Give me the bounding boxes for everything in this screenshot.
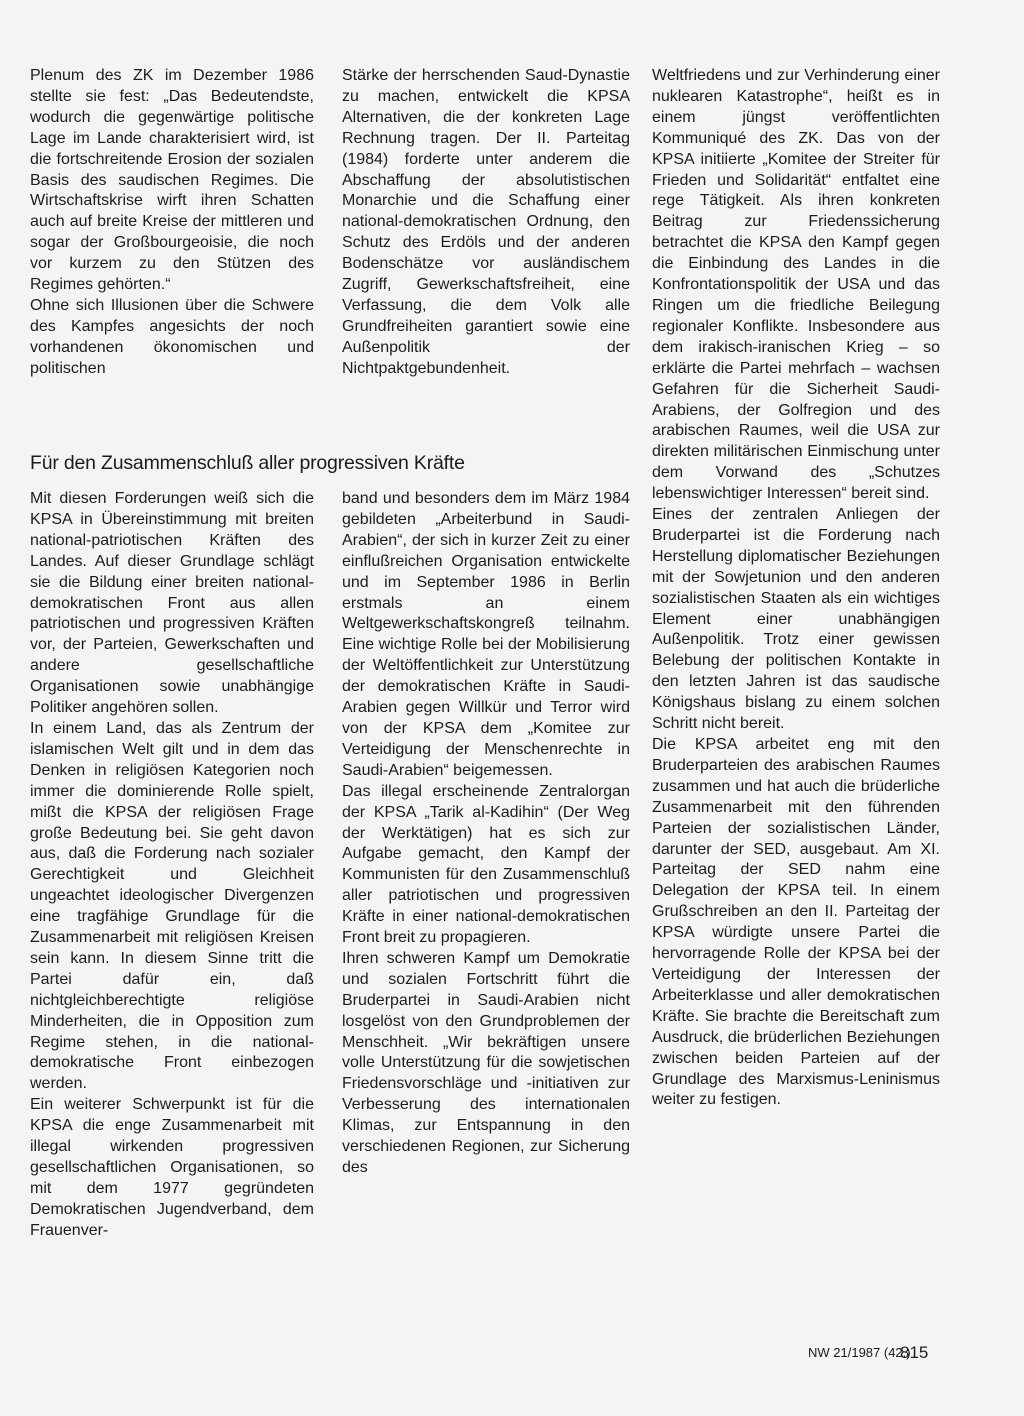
paragraph: Das illegal erscheinende Zentralorgan der KPSA „Tarik al-Kadihin“ (Der Weg der Werktätigen) hat es sich zur Aufgabe gemacht, den Kampf der Kommunisten für den Zusammenschluß aller patriotischen und progressiven Kräfte in einer national-demokratischen Front breit zu propagieren. (342, 782, 630, 947)
paragraph: band und besonders dem im März 1984 gebildeten „Arbeiterbund in Saudi-Arabien“, der sich in kurzer Zeit zu einer einflußreichen Organisation entwickelte und im September 1986 in Berlin erstmals an einem Weltgewerkschaftskongreß teilnahm. Eine wichtige Rolle bei der Mobilisierung der Weltöffentlichkeit zur Unterstützung der demokratischen Kräfte in Saudi-Arabien gegen Willkür und Terror wird von der KPSA dem „Komitee zur Verteidigung der Menschenrechte in Saudi-Arabien“ beigemessen. (342, 490, 630, 779)
paragraph: Mit diesen Forderungen weiß sich die KPSA in Übereinstimmung mit breiten national-patriotischen Kräften des Landes. Auf dieser Grundlage schlägt sie die Bildung einer breiten national-demokratischen Front aus allen patriotischen und progressiven Kräften vor, der Parteien, Gewerkschaften und andere gesellschaftliche Organisationen sowie unabhängige Politiker angehören sollen. (30, 490, 314, 717)
section-heading: Für den Zusammenschluß aller progressiven Kräfte (30, 452, 465, 474)
issue-reference: NW 21/1987 (42.) (808, 1345, 911, 1360)
paragraph: In einem Land, das als Zentrum der islamischen Welt gilt und in dem das Denken in religiösen Kategorien noch immer die dominierende Rolle spielt, mißt die KPSA der religiösen Frage große Bedeutung bei. Sie geht davon aus, daß die Forderung nach sozialer Gerechtigkeit und Gleichheit ungeachtet ideologischer Divergenzen eine tragfähige Grundlage für die Zusammenarbeit mit religiösen Kreisen sein kann. In diesem Sinne tritt die Partei dafür ein, daß nichtgleichberechtigte religiöse Minderheiten, die in Opposition zum Regime stehen, in die national-demokratische Front einbezogen werden. (30, 719, 314, 1093)
column-3 (652, 66, 940, 1111)
paragraph: Ein weiterer Schwerpunkt ist für die KPSA die enge Zusammenarbeit mit illegal wirkenden progressiven gesellschaftlichen Organisationen, so mit dem 1977 gegründeten Demokratischen Jugendverband, dem Frauenver- (30, 1096, 314, 1239)
paragraph: Stärke der herrschenden Saud-Dynastie zu machen, entwickelt die KPSA Alternativen, die der konkreten Lage Rechnung tragen. Der II. Parteitag (1984) forderte unter anderem die Abschaffung der absolutistischen Monarchie und die Schaffung einer national-demokratischen Ordnung, den Schutz des Erdöls und der anderen Bodenschätze vor ausländischem Zugriff, Gewerkschaftsfreiheit, eine Verfassung, die dem Volk alle Grundfreiheiten garantiert sowie eine Außenpolitik der Nichtpaktgebundenheit. (342, 67, 630, 377)
column-1-bottom (30, 489, 314, 1242)
paragraph: Die KPSA arbeitet eng mit den Bruderparteien des arabischen Raumes zusammen und hat auch die brüderliche Zusammenarbeit mit den führenden Parteien der sozialistischen Länder, darunter der SED, ausgebaut. Am XI. Parteitag der SED nahm eine Delegation der KPSA teil. In einem Grußschreiben an den II. Parteitag der KPSA würdigte unsere Partei die hervorragende Rolle der KPSA bei der Verteidigung der Interessen der Arbeiterklasse und aller demokratischen Kräfte. Sie brachte die Bereitschaft zum Ausdruck, die brüderlichen Beziehungen zwischen beiden Parteien auf der Grundlage des Marxismus-Leninismus weiter zu festigen. (652, 736, 940, 1109)
paragraph: Plenum des ZK im Dezember 1986 stellte sie fest: „Das Bedeutendste, wodurch die gegenwärtige politische Lage im Lande charakterisiert wird, ist die fortschreitende Erosion der sozialen Basis des saudischen Regimes. Die Wirtschaftskrise wirft ihren Schatten auch auf breite Kreise der mittleren und sogar der Großbourgeoisie, die noch vor kurzem zu den Stützen des Regimes gehörten.“ (30, 67, 314, 294)
column-2-top (342, 66, 630, 380)
paragraph: Ohne sich Illusionen über die Schwere des Kampfes angesichts der noch vorhandenen ökonomischen und politischen (30, 296, 314, 377)
column-2-bottom (342, 489, 630, 1179)
paragraph: Eines der zentralen Anliegen der Bruderpartei ist die Forderung nach Herstellung diplomatischer Beziehungen mit der Sowjetunion und den anderen sozialistischen Staaten als ein wichtiges Element einer unabhängigen Außenpolitik. Trotz einer gewissen Belebung der politischen Kontakte in den letzten Jahren ist das saudische Königshaus bislang zu einem solchen Schritt nicht bereit. (652, 506, 940, 733)
paragraph: Weltfriedens und zur Verhinderung einer nuklearen Katastrophe“, heißt es in einem jüngst veröffentlichten Kommuniqué des ZK. Das von der KPSA initiierte „Komitee der Streiter für Frieden und Solidarität“ entfaltet eine rege Tätigkeit. Als ihren konkreten Beitrag zur Friedenssicherung betrachtet die KPSA den Kampf gegen die Einbindung des Landes in die Konfrontationspolitik der USA und das Ringen um die friedliche Beilegung regionaler Konflikte. Insbesondere aus dem irakisch-iranischen Krieg – so erklärte die Partei mehrfach – wachsen Gefahren für die Sicherheit Saudi-Arabiens, der Golfregion und des arabischen Raumes, weil die USA zur direkten militärischen Einmischung unter dem Vorwand des „Schutzes lebenswichtiger Interessen“ bereit sind. (652, 67, 940, 503)
page-number: 815 (900, 1343, 929, 1362)
column-1-top (30, 66, 314, 380)
paragraph: Ihren schweren Kampf um Demokratie und sozialen Fortschritt führt die Bruderpartei in Saudi-Arabien nicht losgelöst von den Grundproblemen der Menschheit. „Wir bekräftigen unsere volle Unterstützung für die sowjetischen Friedensvorschläge und -initiativen zur Verbesserung des internationalen Klimas, zur Entspannung in den verschiedenen Regionen, zur Sicherung des (342, 949, 630, 1176)
